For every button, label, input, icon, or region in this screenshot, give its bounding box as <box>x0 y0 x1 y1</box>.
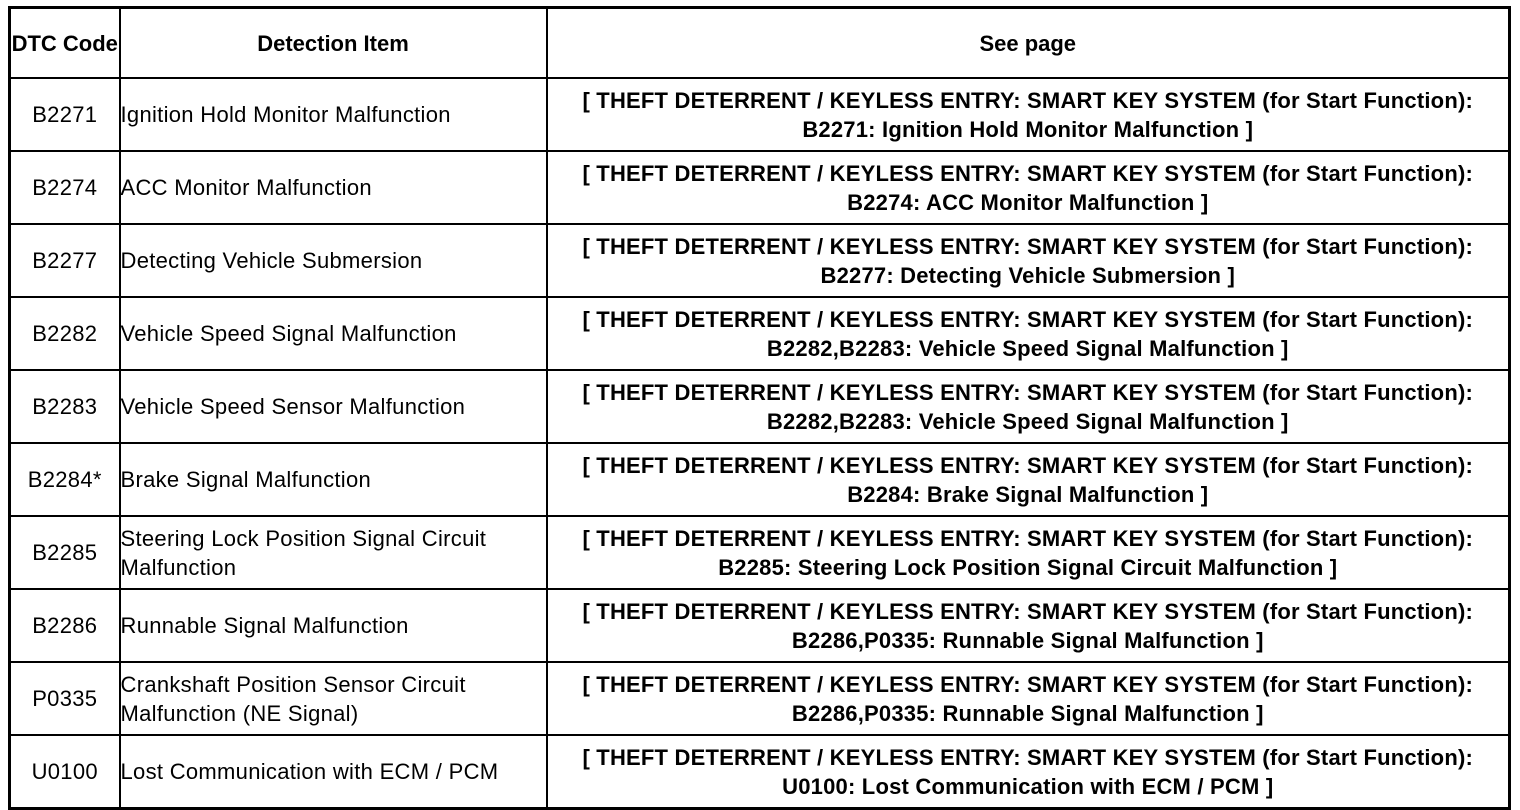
detection-item-cell: Vehicle Speed Signal Malfunction <box>120 297 547 370</box>
see-page-link[interactable]: [ THEFT DETERRENT / KEYLESS ENTRY: SMART KEY SYSTEM (for Start Function): B2274: ACC Monitor Malfunction ] <box>547 151 1510 224</box>
header-dtc-code <box>10 8 120 79</box>
see-page-link[interactable]: [ THEFT DETERRENT / KEYLESS ENTRY: SMART KEY SYSTEM (for Start Function): B2282,B2283: Vehicle Speed Signal Malfunction ] <box>547 297 1510 370</box>
detection-item-cell: Steering Lock Position Signal Circuit Malfunction <box>120 516 547 589</box>
table-row <box>10 662 1510 735</box>
dtc-code-cell: B2286 <box>10 589 120 662</box>
header-dtc-code-label: DTC Code <box>11 30 118 56</box>
see-page-link[interactable]: [ THEFT DETERRENT / KEYLESS ENTRY: SMART KEY SYSTEM (for Start Function): B2286,P0335: Runnable Signal Malfunction ] <box>547 589 1510 662</box>
detection-item-cell: Crankshaft Position Sensor Circuit Malfunction (NE Signal) <box>120 662 547 735</box>
see-page-link[interactable]: [ THEFT DETERRENT / KEYLESS ENTRY: SMART KEY SYSTEM (for Start Function): B2271: Ignition Hold Monitor Malfunction ] <box>547 78 1510 151</box>
table-row <box>10 443 1510 516</box>
table-row <box>10 516 1510 589</box>
detection-item-cell: Runnable Signal Malfunction <box>120 589 547 662</box>
dtc-code-cell: U0100 <box>10 735 120 809</box>
detection-item-cell: Lost Communication with ECM / PCM <box>120 735 547 809</box>
dtc-code-cell: B2284* <box>10 443 120 516</box>
detection-item-cell: Vehicle Speed Sensor Malfunction <box>120 370 547 443</box>
see-page-link[interactable]: [ THEFT DETERRENT / KEYLESS ENTRY: SMART KEY SYSTEM (for Start Function): B2284: Brake Signal Malfunction ] <box>547 443 1510 516</box>
table-row <box>10 78 1510 151</box>
dtc-code-cell: B2277 <box>10 224 120 297</box>
detection-item-cell: ACC Monitor Malfunction <box>120 151 547 224</box>
dtc-code-cell: B2271 <box>10 78 120 151</box>
table-row <box>10 297 1510 370</box>
dtc-code-cell: B2274 <box>10 151 120 224</box>
see-page-link[interactable]: [ THEFT DETERRENT / KEYLESS ENTRY: SMART KEY SYSTEM (for Start Function): B2285: Steering Lock Position Signal Circuit Malfunction ] <box>547 516 1510 589</box>
detection-item-cell: Brake Signal Malfunction <box>120 443 547 516</box>
see-page-link[interactable]: [ THEFT DETERRENT / KEYLESS ENTRY: SMART KEY SYSTEM (for Start Function): B2277: Detecting Vehicle Submersion ] <box>547 224 1510 297</box>
table-row <box>10 151 1510 224</box>
dtc-code-cell: B2285 <box>10 516 120 589</box>
dtc-code-cell: P0335 <box>10 662 120 735</box>
table-row <box>10 370 1510 443</box>
detection-item-cell: Ignition Hold Monitor Malfunction <box>120 78 547 151</box>
header-see-page: See page <box>547 8 1510 79</box>
see-page-link[interactable]: [ THEFT DETERRENT / KEYLESS ENTRY: SMART KEY SYSTEM (for Start Function): B2286,P0335: Runnable Signal Malfunction ] <box>547 662 1510 735</box>
dtc-code-cell: B2282 <box>10 297 120 370</box>
dtc-table <box>8 6 1511 810</box>
table-header-row <box>10 8 1510 79</box>
see-page-link[interactable]: [ THEFT DETERRENT / KEYLESS ENTRY: SMART KEY SYSTEM (for Start Function): U0100: Lost Communication with ECM / PCM ] <box>547 735 1510 809</box>
header-detection-item: Detection Item <box>120 8 547 79</box>
see-page-link[interactable]: [ THEFT DETERRENT / KEYLESS ENTRY: SMART KEY SYSTEM (for Start Function): B2282,B2283: Vehicle Speed Signal Malfunction ] <box>547 370 1510 443</box>
table-row <box>10 735 1510 809</box>
dtc-code-cell: B2283 <box>10 370 120 443</box>
table-row <box>10 224 1510 297</box>
detection-item-cell: Detecting Vehicle Submersion <box>120 224 547 297</box>
table-row <box>10 589 1510 662</box>
